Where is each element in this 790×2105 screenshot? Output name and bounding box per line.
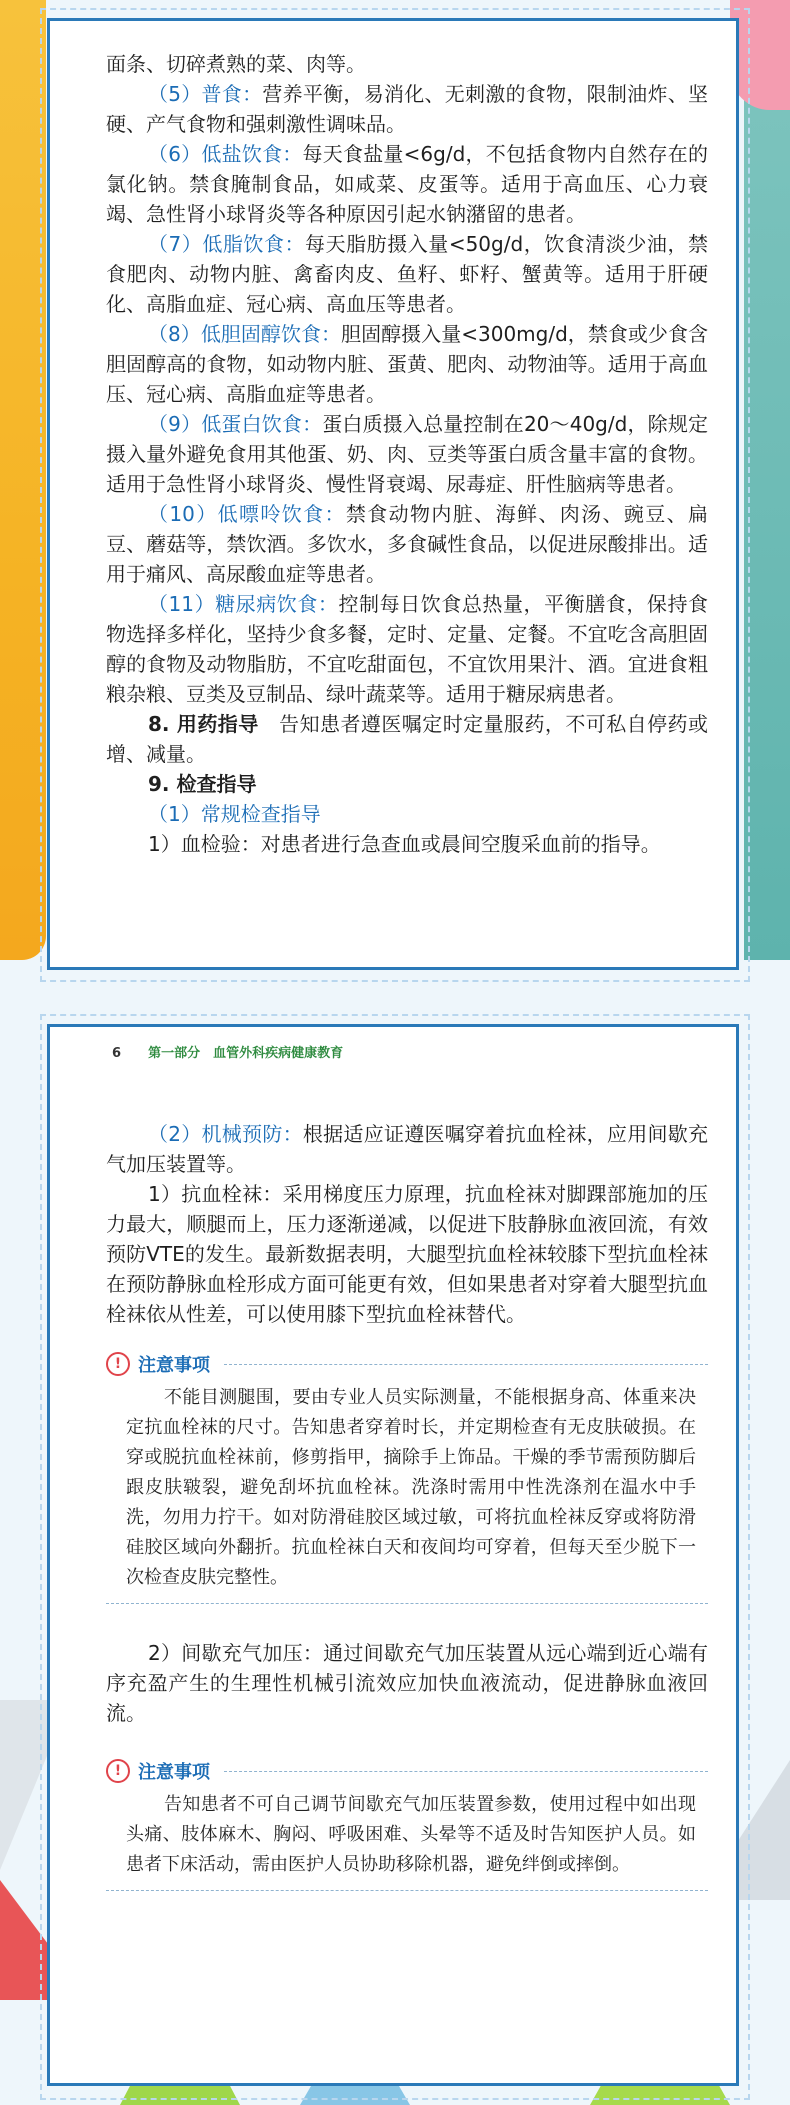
paragraph-text: 禁食动物内脏、海鲜、肉汤、豌豆、扁豆、蘑菇等，禁饮酒。多饮水，多食碱性食品，以促进尿酸排出。适用于痛风、高尿酸血症等患者。 xyxy=(106,502,709,586)
paragraph xyxy=(106,1179,708,1329)
paragraph-text: 控制每日饮食总热量，平衡膳食，保持食物选择多样化，坚持少食多餐，定时、定量、定餐。不宜吃含高胆固醇的食物及动物脂肪，不宜吃甜面包，不宜饮用果汁、酒。宜进食粗粮杂粮、豆类及豆制品、绿叶蔬菜等。适用于糖尿病患者。 xyxy=(106,592,709,706)
note-title: 注意事项 xyxy=(138,1355,210,1376)
running-title: 第一部分 血管外科疾病健康教育 xyxy=(148,1046,344,1061)
section-title: 8. 用药指导 xyxy=(148,712,259,736)
page-2-body xyxy=(106,1119,708,1901)
section-heading: （9）低蛋白饮食： xyxy=(148,412,323,436)
paragraph-text: 胆固醇摄入量<300mg/d，禁食或少食含胆固醇高的食物，如动物内脏、蛋黄、肥肉、动物油等。适用于高血压、冠心病、高脂血症等患者。 xyxy=(106,322,708,406)
note-divider xyxy=(224,1364,708,1365)
note-body: 不能目测腿围，要由专业人员实际测量，不能根据身高、体重来决定抗血栓袜的尺寸。告知患者穿着时长，并定期检查有无皮肤破损。在穿或脱抗血栓袜前，修剪指甲，摘除手上饰品。干燥的季节需预防脚后跟皮肤皲裂，避免刮坏抗血栓袜。洗涤时需用中性洗涤剂在温水中手洗，勿用力拧干。如对防滑硅胶区域过敏，可将抗血栓袜反穿或将防滑硅胶区域向外翻折。抗血栓袜白天和夜间均可穿着，但每天至少脱下一次检查皮肤完整性。 xyxy=(126,1387,696,1588)
paragraph xyxy=(106,409,708,499)
paragraph-text: 每天食盐量<6g/d，不包括食物内自然存在的氯化钠。禁食腌制食品，如咸菜、皮蛋等。适用于高血压、心力衰竭、急性肾小球肾炎等各种原因引起水钠潴留的患者。 xyxy=(106,142,708,226)
section-heading: （7）低脂饮食： xyxy=(148,232,306,256)
paragraph-group xyxy=(106,1119,708,1329)
paragraph xyxy=(106,589,708,709)
paragraph xyxy=(106,1119,708,1179)
book-page-1 xyxy=(47,18,739,970)
note-divider xyxy=(106,1890,708,1891)
note-header xyxy=(106,1758,708,1784)
paragraph-text: 2）间歇充气加压：通过间歇充气加压装置从远心端到近心端有序充盈产生的生理性机械引流效应加快血液流动，促进静脉血液回流。 xyxy=(106,1641,708,1725)
paragraph xyxy=(106,829,708,859)
paragraph-text: 告知患者遵医嘱定时定量服药，不可私自停药或增、减量。 xyxy=(106,712,709,766)
paragraph-text: 蛋白质摄入总量控制在20～40g/d，除规定摄入量外避免食用其他蛋、奶、肉、豆类等蛋白质含量丰富的食物。适用于急性肾小球肾炎、慢性肾衰竭、尿毒症、肝性脑病等患者。 xyxy=(106,412,708,496)
note-divider xyxy=(106,1603,708,1604)
note-body: 告知患者不可自己调节间歇充气加压装置参数，使用过程中如出现头痛、肢体麻木、胸闷、呼吸困难、头晕等不适及时告知医护人员。如患者下床活动，需由医护人员协助移除机器，避免绊倒或摔倒。 xyxy=(126,1794,696,1875)
section-heading: （1）常规检查指导 xyxy=(148,802,321,826)
book-page-2 xyxy=(47,1024,739,2086)
paragraph-text: 根据适应证遵医嘱穿着抗血栓袜，应用间歇充气加压装置等。 xyxy=(106,1122,709,1176)
note-divider xyxy=(224,1771,708,1772)
note-header xyxy=(106,1351,708,1377)
note-box xyxy=(106,1758,708,1891)
paragraph xyxy=(106,49,708,79)
paragraph xyxy=(106,139,708,229)
paragraph xyxy=(106,799,708,829)
section-heading: （10）低嘌呤饮食： xyxy=(148,502,346,526)
section-title: 9. 检查指导 xyxy=(148,772,257,796)
paragraph xyxy=(106,769,708,799)
paragraph xyxy=(106,319,708,409)
running-header xyxy=(112,1042,343,1061)
paragraph-text: 营养平衡，易消化、无刺激的食物，限制油炸、坚硬、产气食物和强刺激性调味品。 xyxy=(106,82,708,136)
note-title: 注意事项 xyxy=(138,1762,210,1783)
paragraph-group xyxy=(106,1638,708,1728)
page-number: 6 xyxy=(112,1046,122,1061)
section-heading: （2）机械预防： xyxy=(148,1122,303,1146)
note-box xyxy=(106,1351,708,1604)
paragraph xyxy=(106,499,708,589)
paragraph xyxy=(106,229,708,319)
warning-icon: ! xyxy=(106,1352,130,1376)
page-1-body xyxy=(106,49,708,859)
section-heading: （8）低胆固醇饮食： xyxy=(148,322,342,346)
decorative-teal-stripe xyxy=(744,0,790,960)
paragraph xyxy=(106,1638,708,1728)
paragraph-text: 1）抗血栓袜：采用梯度压力原理，抗血栓袜对脚踝部施加的压力最大，顺腿而上，压力逐渐递减，以促进下肢静脉血液回流，有效预防VTE的发生。最新数据表明，大腿型抗血栓袜较膝下型抗血栓袜在预防静脉血栓形成方面可能更有效，但如果患者对穿着大腿型抗血栓袜依从性差，可以使用膝下型抗血栓袜替代。 xyxy=(106,1182,708,1326)
paragraph-text: 每天脂肪摄入量<50g/d，饮食清淡少油，禁食肥肉、动物内脏、禽畜肉皮、鱼籽、虾籽、蟹黄等。适用于肝硬化、高脂血症、冠心病、高血压等患者。 xyxy=(106,232,708,316)
section-heading: （11）糖尿病饮食： xyxy=(148,592,339,616)
paragraph xyxy=(106,709,708,769)
paragraph-text: 面条、切碎煮熟的菜、肉等。 xyxy=(106,52,366,76)
paragraph xyxy=(106,79,708,139)
paragraph-text: 1）血检验：对患者进行急查血或晨间空腹采血前的指导。 xyxy=(148,832,661,856)
section-heading: （5）普食： xyxy=(148,82,263,106)
warning-icon: ! xyxy=(106,1759,130,1783)
section-heading: （6）低盐饮食： xyxy=(148,142,303,166)
